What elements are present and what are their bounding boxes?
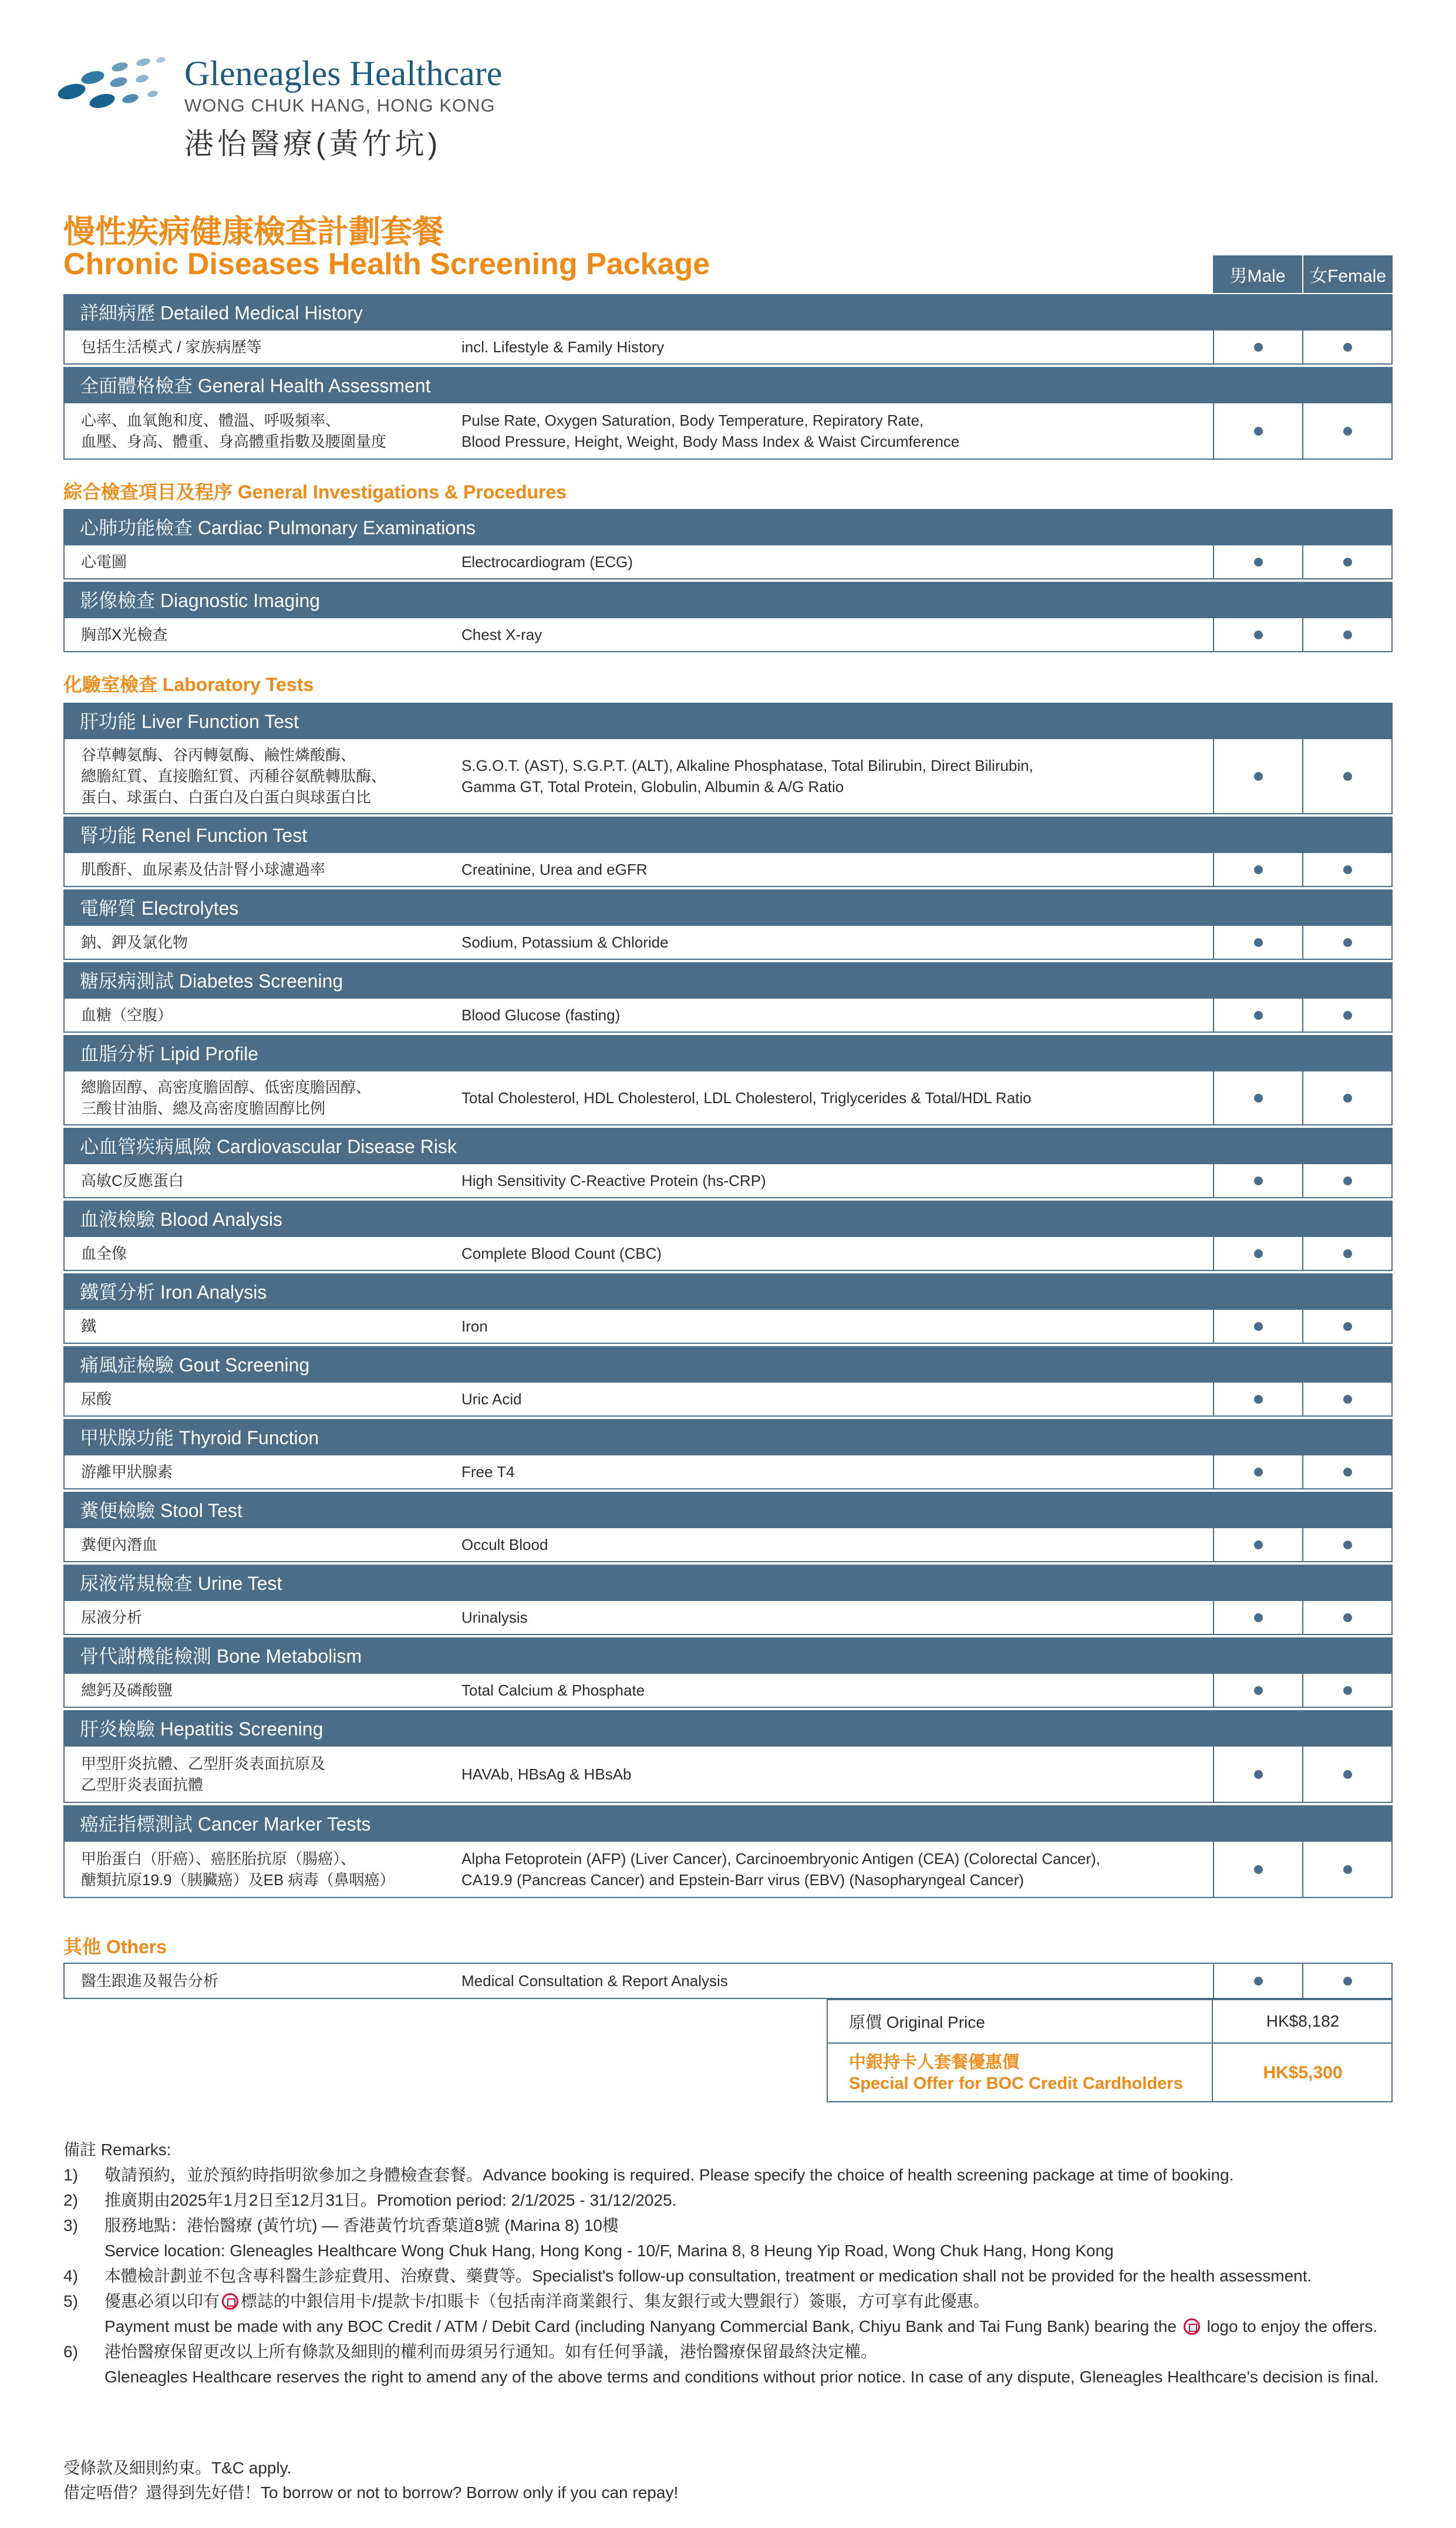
included-dot-icon: [1343, 1249, 1352, 1258]
category-label: 綜合檢查項目及程序 General Investigations & Procedures: [63, 481, 567, 503]
remark-item: [63, 2187, 1402, 2213]
female-included: [1302, 545, 1391, 578]
footer: [63, 2456, 678, 2505]
table-row: [63, 1673, 1393, 1708]
included-dot-icon: [1254, 1468, 1263, 1477]
included-dot-icon: [1343, 1541, 1352, 1549]
included-dot-icon: [1343, 1011, 1352, 1020]
item-en: Total Cholesterol, HDL Cholesterol, LDL Cholesterol, Triglycerides & Total/HDL Ratio: [461, 1089, 1032, 1107]
section-header: 腎功能 Renel Function Test: [63, 817, 1393, 852]
remarks-title: 備註 Remarks:: [63, 2141, 171, 2159]
item-cn: 醫生跟進及報告分析: [81, 1972, 219, 1990]
section-header: 糞便檢驗 Stool Test: [63, 1492, 1393, 1527]
female-included: [1302, 999, 1391, 1032]
offer-label-cn: 中銀持卡人套餐優惠價: [849, 2053, 1020, 2072]
item-en: Complete Blood Count (CBC): [461, 1245, 662, 1262]
original-price-label: 原價 Original Price: [849, 2013, 985, 2031]
item-cn: 心電圖: [81, 553, 127, 571]
included-dot-icon: [1254, 1395, 1263, 1404]
item-cn: 心率、血氧飽和度、體溫、呼吸頻率、 血壓、身高、體重、身高體重指數及腰圍量度: [81, 412, 387, 450]
female-included: [1302, 1842, 1391, 1897]
male-included: [1213, 403, 1302, 459]
column-female: 女Female: [1303, 255, 1393, 293]
item-cn: 總膽固醇、高密度膽固醇、低密度膽固醇、 三酸甘油脂、總及高密度膽固醇比例: [81, 1078, 372, 1117]
table-row: [63, 1600, 1393, 1635]
table-row: [63, 925, 1393, 960]
item-en: Alpha Fetoprotein (AFP) (Liver Cancer), Carcinoembryonic Antigen (CEA) (Colorectal Cancer), CA19.9 (Pancreas Cancer) and Epstein-Barr virus (EBV) (Nasopharyngeal Cancer): [461, 1850, 1101, 1889]
female-included: [1302, 1237, 1391, 1270]
item-en: Free T4: [461, 1463, 515, 1481]
item-en: Medical Consultation & Report Analysis: [461, 1972, 728, 1990]
included-dot-icon: [1343, 1686, 1352, 1695]
item-en: Uric Acid: [461, 1390, 522, 1408]
remark-text-part: 標誌的中銀信用卡/提款卡/扣賬卡（包括南洋商業銀行、集友銀行或大豐銀行）簽賬，方可享有此優惠。: [241, 2292, 990, 2310]
included-dot-icon: [1343, 1094, 1352, 1103]
male-included: [1213, 1674, 1302, 1707]
included-dot-icon: [1343, 1322, 1352, 1331]
item-en: Chest X-ray: [461, 626, 542, 643]
included-dot-icon: [1343, 1977, 1352, 1986]
male-included: [1213, 618, 1302, 651]
male-included: [1213, 1964, 1302, 1998]
male-included: [1213, 926, 1302, 959]
female-included: [1302, 739, 1391, 813]
female-included: [1302, 1455, 1391, 1488]
package-title-cn: 慢性疾病健康檢查計劃套餐: [63, 214, 444, 250]
table-row: [63, 997, 1393, 1033]
remark-number: 3): [63, 2216, 78, 2234]
table-row: [63, 1841, 1393, 1898]
male-included: [1213, 1164, 1302, 1197]
item-en: incl. Lifestyle & Family History: [461, 338, 665, 356]
offer-price-row: [828, 2044, 1391, 2102]
included-dot-icon: [1254, 1977, 1263, 1986]
section-header: 血脂分析 Lipid Profile: [63, 1035, 1393, 1070]
included-dot-icon: [1343, 1613, 1352, 1622]
section-header: 全面體格檢查 General Health Assessment: [63, 367, 1393, 402]
item-en: Blood Glucose (fasting): [461, 1006, 621, 1024]
male-included: [1213, 1528, 1302, 1561]
section-header: 肝功能 Liver Function Test: [63, 703, 1393, 738]
included-dot-icon: [1254, 631, 1263, 639]
remark-text-part: logo to enjoy the offers.: [1206, 2317, 1378, 2335]
male-included: [1213, 545, 1302, 578]
remark-text: Service location: Gleneagles Healthcare Wong Chuk Hang, Hong Kong - 10/F, Marina 8, 8 Heung Yip Road, Wong Chuk Hang, Hong Kong: [105, 2242, 1114, 2260]
table-row: [63, 1309, 1393, 1344]
section-header: 痛風症檢驗 Gout Screening: [63, 1346, 1393, 1381]
offer-price-value: HK$5,300: [1212, 2044, 1393, 2102]
remark-text: 港怡醫療保留更改以上所有條款及細則的權利而毋須另行通知。如有任何爭議，港怡醫療保留最終決定權。: [105, 2342, 878, 2361]
female-included: [1302, 853, 1391, 886]
table-row: [63, 852, 1393, 887]
item-cn: 甲胎蛋白（肝癌）、癌胚胎抗原（腸癌）、 醣類抗原19.9（胰臟癌）及EB 病毒（鼻咽癌）: [81, 1850, 395, 1889]
item-cn: 糞便內潛血: [81, 1536, 158, 1553]
male-included: [1213, 331, 1302, 363]
item-cn: 鈉、鉀及氯化物: [81, 933, 188, 951]
included-dot-icon: [1254, 1770, 1263, 1779]
table-row: [63, 1963, 1393, 1999]
boc-logo-icon: [1184, 2318, 1200, 2335]
table-row: [63, 617, 1393, 652]
included-dot-icon: [1343, 865, 1352, 874]
remark-item: [63, 2213, 1402, 2263]
section-header: 癌症指標測試 Cancer Marker Tests: [63, 1805, 1393, 1841]
remark-item: [63, 2339, 1402, 2389]
female-included: [1302, 1528, 1391, 1561]
gleneagles-dots-icon: [54, 53, 177, 117]
included-dot-icon: [1254, 1177, 1263, 1185]
item-cn: 肌酸酐、血尿素及估計腎小球濾過率: [81, 861, 326, 878]
item-cn: 血糖（空腹）: [81, 1006, 173, 1024]
remark-text: 本體檢計劃並不包含專科醫生診症費用、治療費、藥費等。Specialist's follow-up consultation, treatment or medication shall not be provided for the health assessment.: [105, 2267, 1312, 2285]
section-header: 心肺功能檢查 Cardiac Pulmonary Examinations: [63, 509, 1393, 544]
item-en: S.G.O.T. (AST), S.G.P.T. (ALT), Alkaline Phosphatase, Total Bilirubin, Direct Bilirubin, Gamma GT, Total Protein, Globulin, Albumin & A/G Ratio: [461, 757, 1033, 796]
remark-text: 推廣期由2025年1月2日至12月31日。Promotion period: 2/1/2025 - 31/12/2025.: [105, 2191, 677, 2209]
offer-price-label: [849, 2044, 1183, 2102]
female-included: [1302, 1310, 1391, 1343]
included-dot-icon: [1254, 1322, 1263, 1331]
included-dot-icon: [1343, 631, 1352, 639]
included-dot-icon: [1254, 1613, 1263, 1622]
item-en: Occult Blood: [461, 1536, 548, 1553]
brand-name: Gleneagles Healthcare: [184, 54, 503, 93]
section-header: 電解質 Electrolytes: [63, 889, 1393, 925]
item-cn: 游離甲狀腺素: [81, 1463, 173, 1481]
table-row: [63, 329, 1393, 365]
package-title-en: Chronic Diseases Health Screening Package: [63, 247, 710, 281]
item-en: Creatinine, Urea and eGFR: [461, 861, 648, 878]
table-row: [63, 738, 1393, 814]
remark-text: [105, 2288, 1402, 2314]
included-dot-icon: [1343, 343, 1352, 352]
female-included: [1302, 1164, 1391, 1197]
included-dot-icon: [1254, 1865, 1263, 1874]
female-included: [1302, 331, 1391, 363]
male-included: [1213, 1842, 1302, 1897]
terms-apply: 受條款及細則約束。T&C apply.: [63, 2459, 292, 2477]
item-cn: 包括生活模式 / 家族病歷等: [81, 338, 262, 356]
included-dot-icon: [1343, 427, 1352, 436]
section-header: 甲狀腺功能 Thyroid Function: [63, 1419, 1393, 1454]
remark-item: [63, 2288, 1402, 2339]
remark-number: 2): [63, 2191, 78, 2209]
item-cn: 鐵: [81, 1317, 97, 1335]
table-row: [63, 1070, 1393, 1125]
female-included: [1302, 1747, 1391, 1802]
section-header: 詳細病歷 Detailed Medical History: [63, 294, 1393, 329]
female-included: [1302, 403, 1391, 459]
price-box: [827, 1999, 1393, 2102]
item-en: High Sensitivity C-Reactive Protein (hs-CRP): [461, 1172, 766, 1189]
item-en: HAVAb, HBsAg & HBsAb: [461, 1765, 632, 1783]
included-dot-icon: [1254, 1094, 1263, 1103]
table-row: [63, 1527, 1393, 1562]
female-included: [1302, 1383, 1391, 1415]
included-dot-icon: [1254, 1249, 1263, 1258]
original-price-row: [828, 2000, 1391, 2044]
section-header: 骨代謝機能檢測 Bone Metabolism: [63, 1637, 1393, 1673]
remark-text: [105, 2314, 1402, 2339]
male-included: [1213, 1601, 1302, 1634]
brand-name-cn: 港怡醫療(黃竹坑): [184, 127, 441, 160]
item-cn: 高敏C反應蛋白: [81, 1172, 184, 1189]
male-included: [1213, 1383, 1302, 1415]
male-included: [1213, 853, 1302, 886]
table-row: [63, 1745, 1393, 1803]
remark-item: [63, 2162, 1402, 2187]
male-included: [1213, 739, 1302, 813]
remark-number: 6): [63, 2342, 78, 2361]
brand-logo: [54, 53, 582, 164]
table-row: [63, 1381, 1393, 1417]
included-dot-icon: [1343, 1395, 1352, 1404]
remark-text-part: 優惠必須以印有: [105, 2292, 220, 2310]
male-included: [1213, 1747, 1302, 1802]
brand-location: WONG CHUK HANG, HONG KONG: [184, 95, 496, 116]
included-dot-icon: [1254, 865, 1263, 874]
item-cn: 尿液分析: [81, 1609, 143, 1626]
item-en: Iron: [461, 1317, 488, 1335]
item-en: Sodium, Potassium & Chloride: [461, 933, 669, 951]
remark-number: 4): [63, 2267, 78, 2285]
table-row: [63, 1236, 1393, 1271]
included-dot-icon: [1343, 1468, 1352, 1477]
item-cn: 尿酸: [81, 1390, 112, 1408]
included-dot-icon: [1343, 938, 1352, 947]
section-header: 肝炎檢驗 Hepatitis Screening: [63, 1710, 1393, 1745]
included-dot-icon: [1343, 1177, 1352, 1185]
female-included: [1302, 1601, 1391, 1634]
included-dot-icon: [1343, 1865, 1352, 1874]
female-included: [1302, 926, 1391, 959]
male-included: [1213, 1237, 1302, 1270]
table-row: [63, 1454, 1393, 1489]
category-label: 其他 Others: [63, 1936, 167, 1957]
female-included: [1302, 1674, 1391, 1707]
section-header: 影像檢查 Diagnostic Imaging: [63, 582, 1393, 617]
remark-number: 1): [63, 2166, 78, 2184]
remark-number: 5): [63, 2292, 78, 2310]
male-included: [1213, 1071, 1302, 1124]
boc-logo-icon: [222, 2293, 238, 2310]
included-dot-icon: [1254, 1686, 1263, 1695]
item-cn: 胸部X光檢查: [81, 626, 168, 643]
included-dot-icon: [1343, 558, 1352, 567]
category-label: 化驗室檢查 Laboratory Tests: [63, 674, 314, 695]
original-price-value: HK$8,182: [1212, 2000, 1393, 2042]
remark-text: 服務地點：港怡醫療 (黃竹坑) — 香港黃竹坑香葉道8號 (Marina 8) 10樓: [105, 2216, 619, 2234]
table-row: [63, 1163, 1393, 1198]
table-row: [63, 402, 1393, 460]
table-row: [63, 544, 1393, 579]
section-header: 心血管疾病風險 Cardiovascular Disease Risk: [63, 1128, 1393, 1163]
borrowing-warning: 借定唔借？還得到先好借！To borrow or not to borrow? Borrow only if you can repay!: [63, 2483, 679, 2502]
male-included: [1213, 1310, 1302, 1343]
remark-item: [63, 2263, 1402, 2288]
included-dot-icon: [1343, 772, 1352, 781]
section-header: 鐵質分析 Iron Analysis: [63, 1273, 1393, 1309]
item-cn: 甲型肝炎抗體、乙型肝炎表面抗原及 乙型肝炎表面抗體: [81, 1755, 326, 1794]
section-header: 血液檢驗 Blood Analysis: [63, 1201, 1393, 1236]
offer-label-en: Special Offer for BOC Credit Cardholders: [849, 2074, 1183, 2093]
female-included: [1302, 1071, 1391, 1124]
item-en: Urinalysis: [461, 1609, 528, 1626]
included-dot-icon: [1343, 1770, 1352, 1779]
included-dot-icon: [1254, 1541, 1263, 1549]
remarks: [63, 2137, 1402, 2389]
included-dot-icon: [1254, 772, 1263, 781]
included-dot-icon: [1254, 938, 1263, 947]
female-included: [1302, 618, 1391, 651]
included-dot-icon: [1254, 558, 1263, 567]
item-cn: 總鈣及磷酸鹽: [81, 1681, 173, 1699]
male-included: [1213, 999, 1302, 1032]
included-dot-icon: [1254, 343, 1263, 352]
remark-text: 敬請預約，並於預約時指明欲參加之身體檢查套餐。Advance booking is required. Please specify the choice of health screening package at time of booking.: [105, 2166, 1234, 2184]
included-dot-icon: [1254, 1011, 1263, 1020]
male-included: [1213, 1455, 1302, 1488]
remark-text-part: Payment must be made with any BOC Credit / ATM / Debit Card (including Nanyang Commercial Bank, Chiyu Bank and Tai Fung Bank) bearing the: [105, 2317, 1177, 2335]
item-cn: 谷草轉氨酶、谷丙轉氨酶、鹼性燐酸酶、 總膽紅質、直接膽紅質、丙種谷氨酰轉肽酶、 蛋白、球蛋白、白蛋白及白蛋白與球蛋白比: [81, 746, 387, 806]
column-male: 男Male: [1213, 255, 1302, 293]
item-en: Total Calcium & Phosphate: [461, 1681, 645, 1699]
section-header: 糖尿病測試 Diabetes Screening: [63, 962, 1393, 997]
included-dot-icon: [1254, 427, 1263, 436]
item-en: Pulse Rate, Oxygen Saturation, Body Temperature, Repiratory Rate, Blood Pressure, Height, Weight, Body Mass Index & Waist Circumference: [461, 412, 960, 450]
remark-text: Gleneagles Healthcare reserves the right to amend any of the above terms and conditions without prior notice. In case of any dispute, Gleneagles Healthcare's decision is final.: [105, 2368, 1379, 2386]
item-cn: 血全像: [81, 1245, 127, 1262]
section-header: 尿液常規檢查 Urine Test: [63, 1565, 1393, 1600]
female-included: [1302, 1964, 1391, 1998]
item-en: Electrocardiogram (ECG): [461, 553, 633, 571]
